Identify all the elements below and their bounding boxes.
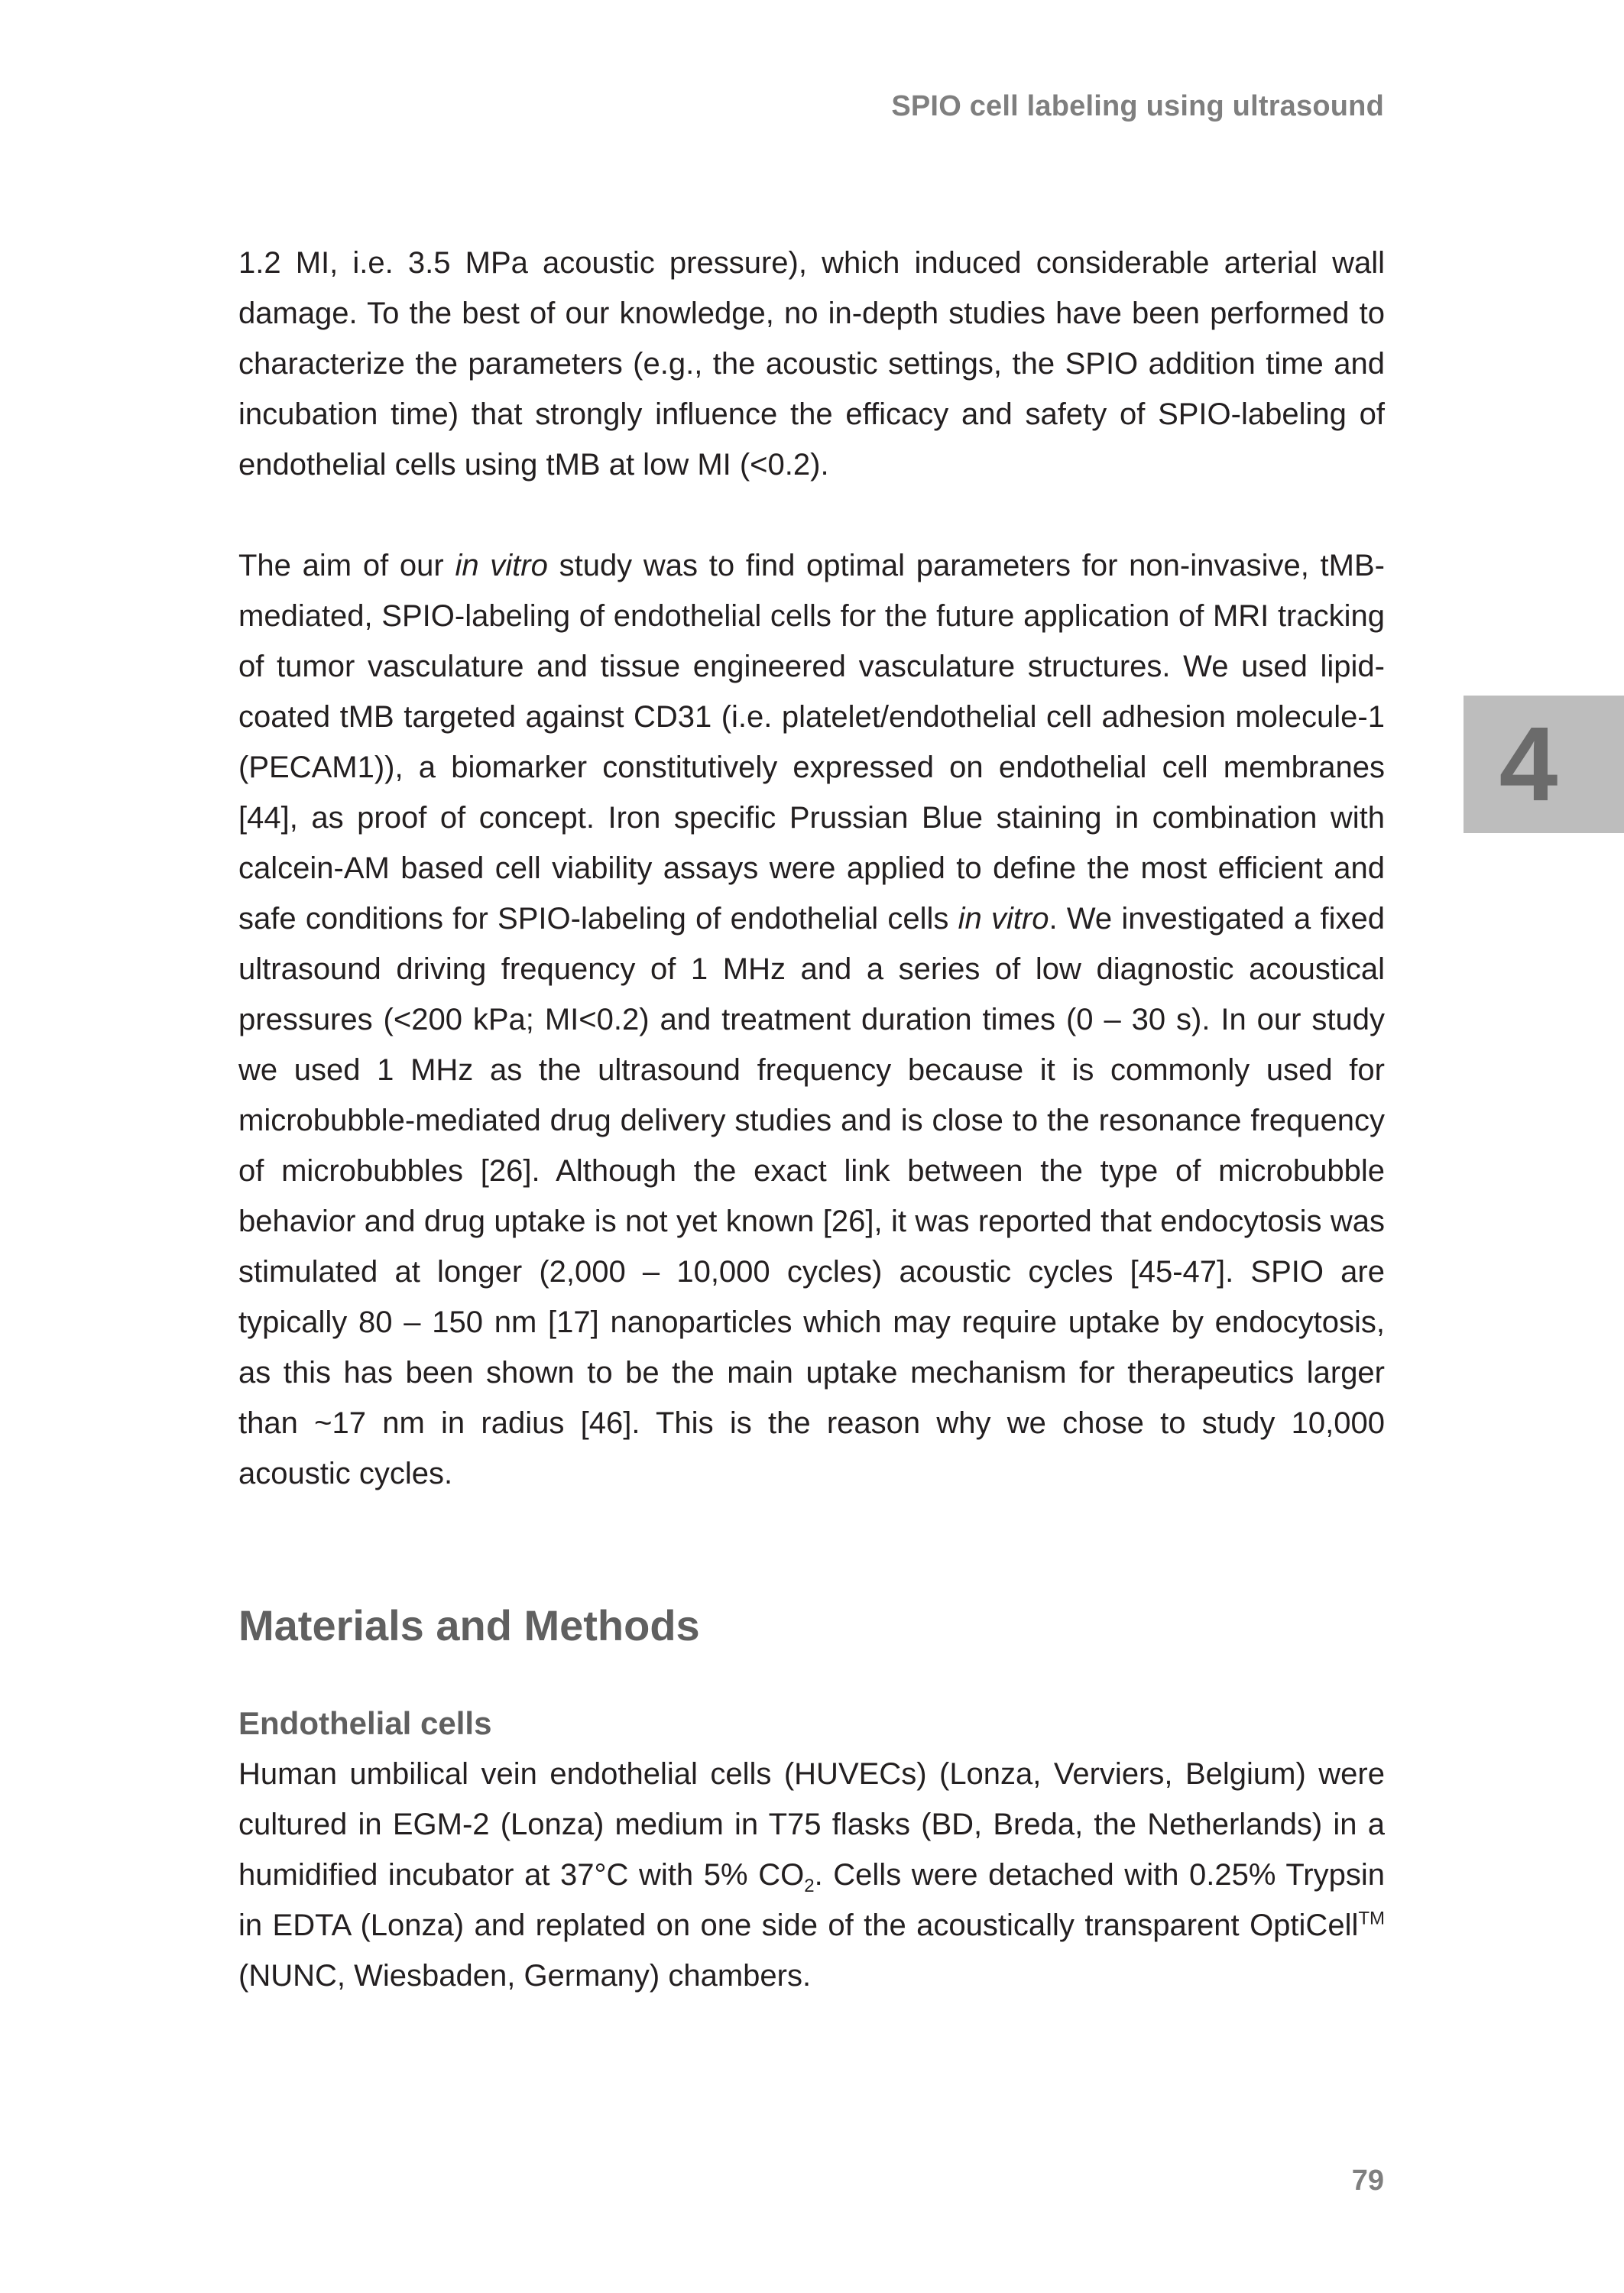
paragraph-2-text-a: The aim of our: [238, 549, 455, 582]
paragraph-3-text-b: . Cells were detached with 0.25% Trypsin in EDTA (Lonza) and replated on one side of the acoustically transparent OptiCell: [238, 1858, 1385, 1942]
paragraph-2-text-b: study was to find optimal parameters for non-invasive, tMB-mediated, SPIO-labeling of endothelial cells for the future application of MRI tracking of tumor vasculature and tissue engineered vasculature structures. We used lipid-coated tMB targeted against CD31 (i.e. platelet/endothelial cell adhesion molecule-1 (PECAM1)), a biomarker constitutively expressed on endothelial cell membranes [44], as proof of concept. Iron specific Prussian Blue staining in combination with calcein-AM based cell viability assays were applied to define the most efficient and safe conditions for SPIO-labeling of endothelial cells: [238, 549, 1385, 936]
paragraph-3-text-a: Human umbilical vein endothelial cells (HUVECs) (Lonza, Verviers, Belgium) were cultured in EGM-2 (Lonza) medium in T75 flasks (BD, Breda, the Netherlands) in a humidified incubator at 37°C with 5% CO: [238, 1757, 1385, 1892]
paragraph-2-italic-b: in vitro: [958, 902, 1049, 936]
trademark-superscript: TM: [1358, 1908, 1385, 1929]
running-header: SPIO cell labeling using ultrasound: [891, 90, 1384, 122]
section-heading: Materials and Methods: [238, 1601, 700, 1649]
subsection-heading: Endothelial cells: [238, 1705, 492, 1741]
body-paragraph-2: [238, 540, 1385, 1499]
article-body: [238, 238, 1385, 2001]
co2-subscript: 2: [804, 1876, 815, 1896]
paragraph-2-italic-a: in vitro: [455, 549, 548, 582]
paragraph-2-text-c: . We investigated a fixed ultrasound driving frequency of 1 MHz and a series of low diagnostic acoustical pressures (<200 kPa; MI<0.2) and treatment duration times (0 – 30 s). In our study we used 1 MHz as the ultrasound frequency because it is commonly used for microbubble-mediated drug delivery studies and is close to the resonance frequency of microbubbles [26]. Although the exact link between the type of microbubble behavior and drug uptake is not yet known [26], it was reported that endocytosis was stimulated at longer (2,000 – 10,000 cycles) acoustic cycles [45-47]. SPIO are typically 80 – 150 nm [17] nanoparticles which may require uptake by endocytosis, as this has been shown to be the main uptake mechanism for therapeutics larger than ~17 nm in radius [46]. This is the reason why we chose to study 10,000 acoustic cycles.: [238, 902, 1386, 1490]
body-paragraph-3: [238, 1749, 1385, 2001]
body-paragraph-1: 1.2 MI, i.e. 3.5 MPa acoustic pressure), which induced considerable arterial wall damage. To the best of our knowledge, no in-depth studies have been performed to characterize the parameters (e.g., the acoustic settings, the SPIO addition time and incubation time) that strongly influence the efficacy and safety of SPIO-labeling of endothelial cells using tMB at low MI (<0.2).: [238, 246, 1385, 482]
chapter-tab: [1464, 696, 1624, 833]
page-number: 79: [1351, 2165, 1384, 2197]
paragraph-3-text-c: (NUNC, Wiesbaden, Germany) chambers.: [238, 1959, 812, 1993]
chapter-number: 4: [1499, 705, 1558, 823]
